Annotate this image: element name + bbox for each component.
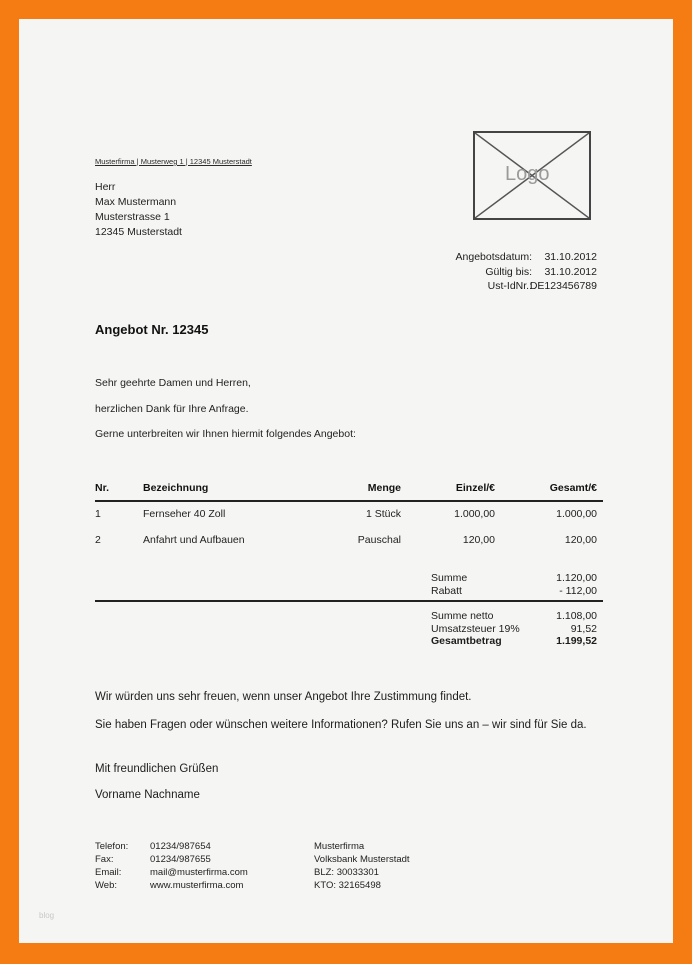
row-quantity: Pauschal	[357, 534, 401, 546]
meta-value: 31.10.2012	[544, 251, 597, 263]
logo-placeholder	[473, 131, 591, 220]
footer-contact-values	[150, 840, 248, 892]
table-header-rule	[95, 500, 603, 502]
offer-meta-labels	[401, 250, 532, 294]
grand-total-value: 1.199,52	[556, 635, 597, 647]
footer-contact-labels	[95, 840, 128, 892]
subtotal-label: Summe	[431, 572, 468, 584]
contact-label: Email:	[95, 867, 122, 878]
recipient-line: 12345 Musterstadt	[95, 226, 182, 238]
col-header-gesamt: Gesamt/€	[549, 482, 597, 494]
subtotal-values	[519, 572, 597, 597]
offer-title: Angebot Nr. 12345	[95, 322, 209, 337]
row-description: Fernseher 40 Zoll	[143, 508, 226, 520]
meta-value: DE123456789	[529, 280, 597, 292]
closing-questions: Sie haben Fragen oder wünschen weitere Informationen? Rufen Sie uns an – wir sind für Sie da.	[95, 719, 587, 731]
meta-value: 31.10.2012	[544, 265, 597, 278]
col-header-menge: Menge	[367, 482, 401, 494]
row-total: 1.000,00	[556, 508, 597, 520]
closing-hope: Wir würden uns sehr freuen, wenn unser Angebot Ihre Zustimmung findet.	[95, 691, 472, 703]
closing-greeting: Mit freundlichen Grüßen	[95, 763, 219, 775]
row-nr: 2	[95, 534, 101, 546]
row-description: Anfahrt und Aufbauen	[143, 534, 245, 546]
total-label: Umsatzsteuer 19%	[431, 622, 520, 635]
footer-bank-details	[314, 840, 410, 892]
signature-name: Vorname Nachname	[95, 789, 200, 801]
recipient-address	[95, 180, 182, 240]
recipient-line: Max Mustermann	[95, 196, 177, 208]
contact-web[interactable]: www.musterfirma.com	[150, 880, 244, 891]
grand-total-label: Gesamtbetrag	[431, 635, 502, 647]
row-quantity: 1 Stück	[365, 508, 401, 520]
col-header-einzel: Einzel/€	[455, 482, 495, 494]
bank-line: Musterfirma	[314, 841, 365, 852]
sender-return-address: Musterfirma | Musterweg 1 | 12345 Musterstadt	[95, 157, 252, 166]
subtotal-value: 1.120,00	[556, 572, 597, 584]
watermark: blog	[39, 911, 55, 920]
salutation: Sehr geehrte Damen und Herren,	[95, 377, 251, 389]
bank-line: BLZ: 30033301	[314, 867, 379, 878]
total-label: Summe netto	[431, 610, 494, 622]
contact-phone: 01234/987654	[150, 841, 211, 852]
offer-meta-values	[525, 250, 597, 294]
bank-line: Volksbank Musterstadt	[314, 854, 410, 865]
meta-label: Angebotsdatum:	[455, 251, 532, 263]
contact-label: Fax:	[95, 854, 114, 865]
total-labels	[431, 610, 520, 648]
bank-line: KTO: 32165498	[314, 880, 381, 891]
row-unit-price: 120,00	[462, 534, 495, 546]
subtotal-value: - 112,00	[559, 584, 597, 597]
contact-label: Web:	[95, 880, 118, 891]
subtotal-labels	[431, 572, 467, 597]
logo-text: Logo	[505, 163, 550, 185]
total-values	[519, 610, 597, 648]
total-value: 1.108,00	[556, 610, 597, 622]
row-unit-price: 1.000,00	[454, 508, 495, 520]
intro-offer: Gerne unterbreiten wir Ihnen hiermit folgendes Angebot:	[95, 428, 356, 440]
contact-label: Telefon:	[95, 841, 129, 852]
document-page	[19, 19, 673, 943]
row-total: 120,00	[564, 534, 597, 546]
intro-thanks: herzlichen Dank für Ihre Anfrage.	[95, 403, 249, 415]
meta-label: Gültig bis:	[485, 265, 532, 278]
row-nr: 1	[95, 508, 101, 520]
total-value: 91,52	[570, 622, 597, 635]
subtotal-label: Rabatt	[431, 584, 462, 597]
meta-label: Ust-IdNr.:	[487, 280, 532, 292]
recipient-line: Musterstrasse 1	[95, 211, 170, 223]
col-header-bezeichnung: Bezeichnung	[143, 482, 209, 494]
totals-rule	[95, 600, 603, 602]
contact-fax: 01234/987655	[150, 854, 211, 865]
recipient-line: Herr	[95, 181, 116, 193]
contact-email[interactable]: mail@musterfirma.com	[150, 867, 248, 878]
col-header-nr: Nr.	[95, 482, 110, 494]
